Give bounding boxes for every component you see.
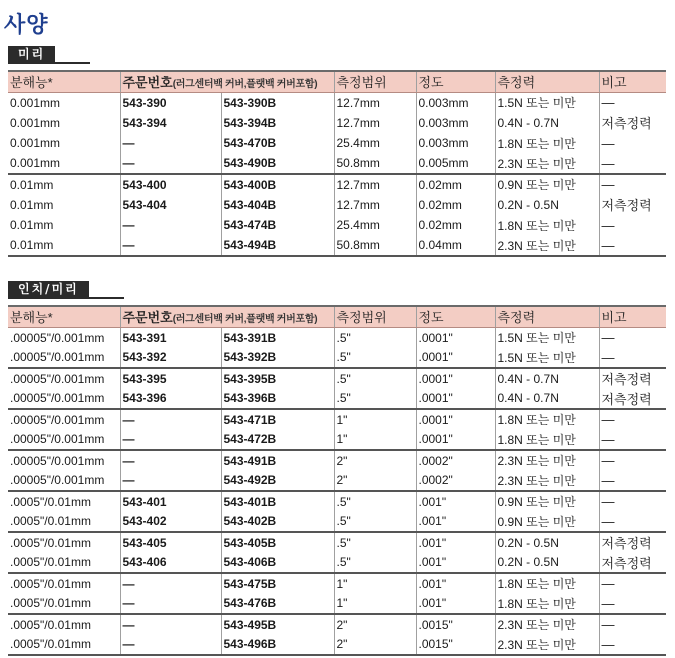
table-row [8, 532, 666, 553]
table-row [8, 573, 666, 594]
cell-force: 2.3N 또는 미만 [495, 154, 599, 175]
cell-force: 1.8N 또는 미만 [495, 430, 599, 451]
cell-range: .5" [334, 532, 416, 553]
cell-part-no: 543-405 [120, 532, 221, 553]
cell-remarks: — [599, 635, 666, 656]
cell-accuracy: .0001" [416, 430, 495, 451]
cell-resolution: .00005"/0.001mm [8, 348, 120, 369]
cell-remarks: — [599, 471, 666, 492]
table-row [8, 174, 666, 195]
cell-accuracy: 0.04mm [416, 236, 495, 257]
table-row [8, 113, 666, 134]
cell-part-no: — [120, 133, 221, 154]
cell-remarks: — [601, 217, 615, 233]
header-remarks: 비고 [599, 71, 666, 92]
cell-part-no: — [120, 236, 221, 257]
cell-force: 1.5N 또는 미만 [495, 327, 599, 348]
table-row [8, 512, 666, 533]
table-header-row [8, 71, 666, 92]
cell-accuracy: .0001" [416, 368, 495, 389]
cell-accuracy: .0015" [416, 635, 495, 656]
cell-accuracy: .001" [416, 512, 495, 533]
header-force: 측정력 [495, 71, 599, 92]
cell-part-no-b: 543-475B [221, 573, 334, 594]
cell-part-no: — [120, 573, 221, 594]
header-part-no-note: (러그센터백 커버,플랫백 커버포함) [172, 79, 318, 91]
table-row [8, 635, 666, 656]
header-resolution: 분해능* [8, 71, 120, 92]
cell-part-no-b: 543-392B [221, 348, 334, 369]
cell-force: 0.2N - 0.5N [495, 195, 599, 216]
cell-part-no-b: 543-402B [221, 512, 334, 533]
cell-force: 2.3N 또는 미만 [495, 471, 599, 492]
header-accuracy: 정도 [416, 306, 495, 327]
section-tab-metric: 미리 [8, 46, 55, 62]
cell-part-no-b: 543-492B [221, 471, 334, 492]
cell-range: 12.7mm [334, 92, 416, 113]
cell-force: 0.4N - 0.7N [495, 113, 599, 134]
cell-force: 0.2N - 0.5N [495, 553, 599, 574]
cell-part-no: — [120, 594, 221, 615]
cell-part-no-b: 543-472B [221, 430, 334, 451]
cell-part-no-b: 543-495B [221, 614, 334, 635]
cell-part-no-b: 543-490B [221, 154, 334, 175]
cell-part-no-b: 543-400B [221, 174, 334, 195]
cell-remarks: — [601, 330, 615, 345]
cell-force: 2.3N 또는 미만 [495, 614, 599, 635]
cell-resolution: .0005"/0.01mm [8, 532, 120, 553]
cell-force: 2.3N 또는 미만 [495, 450, 599, 471]
cell-resolution: .00005"/0.001mm [8, 450, 120, 471]
cell-force: 1.8N 또는 미만 [495, 133, 599, 154]
table-header-row [8, 306, 666, 327]
cell-accuracy: .001" [416, 532, 495, 553]
cell-range: 50.8mm [334, 236, 416, 257]
cell-force: 1.8N 또는 미만 [495, 573, 599, 594]
cell-part-no-b: 543-470B [221, 133, 334, 154]
table-row [8, 368, 666, 389]
cell-part-no-b: 543-471B [221, 409, 334, 430]
cell-part-no: 543-401 [120, 491, 221, 512]
cell-range: 2" [334, 614, 416, 635]
cell-part-no-b: 543-404B [221, 195, 334, 216]
cell-range: .5" [334, 368, 416, 389]
cell-remarks: 저측정력 [601, 116, 652, 132]
cell-resolution: .0005"/0.01mm [8, 491, 120, 512]
cell-range: 1" [334, 594, 416, 615]
cell-part-no: — [120, 471, 221, 492]
page-title: 사양 [4, 13, 49, 38]
cell-force: 0.2N - 0.5N [495, 532, 599, 553]
cell-part-no: 543-400 [120, 174, 221, 195]
cell-accuracy: 0.02mm [416, 215, 495, 236]
cell-part-no: 543-404 [120, 195, 221, 216]
cell-accuracy: 0.003mm [416, 92, 495, 113]
cell-range: 1" [334, 573, 416, 594]
header-range: 측정범위 [334, 306, 416, 327]
cell-resolution: .0005"/0.01mm [8, 512, 120, 533]
cell-remarks: — [601, 494, 615, 510]
cell-part-no-b: 543-396B [221, 389, 334, 410]
header-part-no [120, 306, 334, 327]
cell-resolution: .0005"/0.01mm [8, 573, 120, 594]
cell-remarks: — [601, 95, 615, 110]
cell-part-no-b: 543-494B [221, 236, 334, 257]
cell-accuracy: 0.003mm [416, 113, 495, 134]
cell-part-no: — [120, 450, 221, 471]
cell-resolution: .0005"/0.01mm [8, 614, 120, 635]
cell-range: .5" [334, 348, 416, 369]
header-resolution: 분해능* [8, 306, 120, 327]
cell-part-no: 543-395 [120, 368, 221, 389]
cell-resolution: .0005"/0.01mm [8, 635, 120, 656]
table-row [8, 553, 666, 574]
cell-remarks: — [601, 412, 615, 428]
header-range: 측정범위 [334, 71, 416, 92]
cell-part-no: 543-390 [120, 92, 221, 113]
cell-remarks: — [601, 135, 615, 151]
cell-resolution: .00005"/0.001mm [8, 368, 120, 389]
cell-part-no: — [120, 430, 221, 451]
cell-accuracy: .0001" [416, 348, 495, 369]
cell-resolution: .00005"/0.001mm [8, 389, 120, 410]
cell-part-no: — [120, 614, 221, 635]
cell-accuracy: .0015" [416, 614, 495, 635]
table-row [8, 215, 666, 236]
cell-range: 12.7mm [334, 174, 416, 195]
cell-range: .5" [334, 512, 416, 533]
cell-force: 1.8N 또는 미만 [495, 215, 599, 236]
cell-resolution: 0.01mm [8, 215, 120, 236]
cell-range: .5" [334, 327, 416, 348]
cell-remarks: — [601, 617, 615, 633]
cell-resolution: .00005"/0.001mm [8, 409, 120, 430]
cell-resolution: 0.001mm [8, 92, 120, 113]
cell-remarks: — [599, 236, 666, 257]
cell-range: 1" [334, 430, 416, 451]
cell-resolution: 0.001mm [8, 133, 120, 154]
cell-accuracy: .0002" [416, 450, 495, 471]
cell-remarks: 저측정력 [601, 536, 652, 552]
cell-force: 2.3N 또는 미만 [495, 236, 599, 257]
cell-force: 1.8N 또는 미만 [495, 594, 599, 615]
section-divider [8, 62, 90, 64]
cell-part-no: 543-392 [120, 348, 221, 369]
cell-accuracy: .001" [416, 573, 495, 594]
cell-resolution: 0.001mm [8, 154, 120, 175]
header-accuracy: 정도 [416, 71, 495, 92]
header-part-no-label: 주문번호 [122, 75, 173, 91]
cell-part-no-b: 543-395B [221, 368, 334, 389]
cell-force: 0.9N 또는 미만 [495, 174, 599, 195]
table-row [8, 430, 666, 451]
cell-remarks: — [599, 594, 666, 615]
cell-range: 2" [334, 450, 416, 471]
cell-part-no-b: 543-394B [221, 113, 334, 134]
table-row [8, 409, 666, 430]
table-row [8, 471, 666, 492]
cell-remarks: 저측정력 [601, 372, 652, 388]
cell-part-no-b: 543-401B [221, 491, 334, 512]
cell-accuracy: .001" [416, 491, 495, 512]
cell-part-no-b: 543-390B [221, 92, 334, 113]
cell-range: 12.7mm [334, 195, 416, 216]
cell-resolution: .00005"/0.001mm [8, 430, 120, 451]
table-row [8, 594, 666, 615]
cell-remarks: — [599, 512, 666, 533]
cell-accuracy: .0001" [416, 389, 495, 410]
table-row [8, 614, 666, 635]
cell-remarks: 저측정력 [599, 389, 666, 410]
cell-part-no-b: 543-476B [221, 594, 334, 615]
cell-remarks: — [601, 453, 615, 469]
cell-part-no-b: 543-405B [221, 532, 334, 553]
cell-part-no-b: 543-491B [221, 450, 334, 471]
table-row [8, 133, 666, 154]
cell-resolution: 0.01mm [8, 236, 120, 257]
section-tab-inch-metric: 인치/미리 [8, 281, 89, 297]
section-divider [8, 297, 124, 299]
cell-part-no: — [120, 409, 221, 430]
header-part-no-label: 주문번호 [122, 310, 173, 326]
table-row [8, 491, 666, 512]
cell-accuracy: .001" [416, 594, 495, 615]
table-row [8, 92, 666, 113]
cell-part-no-b: 543-474B [221, 215, 334, 236]
cell-range: 2" [334, 635, 416, 656]
cell-force: 1.5N 또는 미만 [495, 92, 599, 113]
cell-part-no: 543-396 [120, 389, 221, 410]
table-row [8, 348, 666, 369]
cell-remarks: 저측정력 [599, 553, 666, 574]
cell-range: .5" [334, 553, 416, 574]
cell-range: 12.7mm [334, 113, 416, 134]
table-row [8, 450, 666, 471]
cell-force: 0.9N 또는 미만 [495, 491, 599, 512]
cell-resolution: .0005"/0.01mm [8, 594, 120, 615]
table-row [8, 327, 666, 348]
cell-force: 2.3N 또는 미만 [495, 635, 599, 656]
cell-remarks: — [599, 430, 666, 451]
cell-resolution: .00005"/0.001mm [8, 471, 120, 492]
cell-part-no: — [120, 154, 221, 175]
cell-resolution: 0.01mm [8, 195, 120, 216]
header-part-no [120, 71, 334, 92]
cell-resolution: 0.001mm [8, 113, 120, 134]
table-row [8, 195, 666, 216]
cell-part-no: — [120, 215, 221, 236]
cell-range: 25.4mm [334, 133, 416, 154]
table-row [8, 236, 666, 257]
spec-table-inch-metric [8, 305, 666, 656]
cell-part-no-b: 543-406B [221, 553, 334, 574]
cell-range: .5" [334, 389, 416, 410]
cell-range: .5" [334, 491, 416, 512]
cell-part-no: 543-391 [120, 327, 221, 348]
cell-part-no: — [120, 635, 221, 656]
cell-range: 50.8mm [334, 154, 416, 175]
table-row [8, 154, 666, 175]
cell-accuracy: .001" [416, 553, 495, 574]
header-remarks: 비고 [599, 306, 666, 327]
cell-part-no-b: 543-496B [221, 635, 334, 656]
cell-resolution: 0.01mm [8, 174, 120, 195]
cell-part-no: 543-402 [120, 512, 221, 533]
header-force: 측정력 [495, 306, 599, 327]
cell-remarks: — [601, 576, 615, 592]
cell-accuracy: .0002" [416, 471, 495, 492]
cell-remarks: — [599, 154, 666, 175]
cell-remarks: — [599, 348, 666, 369]
cell-accuracy: .0001" [416, 327, 495, 348]
header-part-no-note: (러그센터백 커버,플랫백 커버포함) [172, 314, 318, 326]
cell-force: 1.8N 또는 미만 [495, 409, 599, 430]
cell-force: 0.9N 또는 미만 [495, 512, 599, 533]
cell-accuracy: 0.02mm [416, 174, 495, 195]
cell-resolution: .0005"/0.01mm [8, 553, 120, 574]
cell-part-no: 543-394 [120, 113, 221, 134]
table-row [8, 389, 666, 410]
cell-force: 1.5N 또는 미만 [495, 348, 599, 369]
cell-range: 25.4mm [334, 215, 416, 236]
cell-accuracy: 0.003mm [416, 133, 495, 154]
cell-range: 2" [334, 471, 416, 492]
cell-accuracy: 0.005mm [416, 154, 495, 175]
cell-part-no-b: 543-391B [221, 327, 334, 348]
cell-accuracy: 0.02mm [416, 195, 495, 216]
cell-part-no: 543-406 [120, 553, 221, 574]
cell-force: 0.4N - 0.7N [495, 389, 599, 410]
cell-remarks: — [601, 177, 615, 193]
cell-force: 0.4N - 0.7N [495, 368, 599, 389]
spec-table-metric [8, 70, 666, 257]
cell-remarks: 저측정력 [601, 198, 652, 214]
cell-range: 1" [334, 409, 416, 430]
cell-resolution: .00005"/0.001mm [8, 327, 120, 348]
cell-accuracy: .0001" [416, 409, 495, 430]
